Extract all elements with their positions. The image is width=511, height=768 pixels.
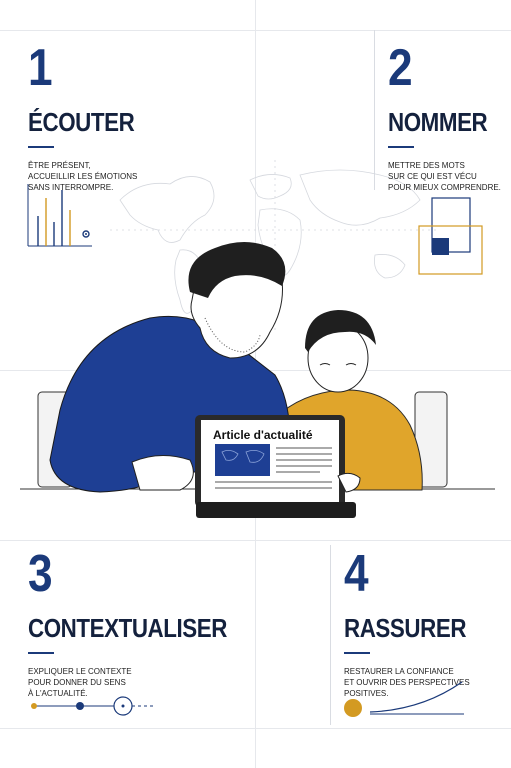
description-line: RESTAURER LA CONFIANCE (344, 667, 454, 676)
step-number: 2 (388, 39, 413, 97)
step-4 (344, 545, 486, 699)
step-number: 1 (28, 39, 53, 97)
tablet-headline: Article d'actualité (213, 428, 313, 442)
description-line: ACCUEILLIR LES ÉMOTIONS (28, 172, 138, 181)
description-line: ÊTRE PRÉSENT, (28, 161, 91, 170)
description-line: METTRE DES MOTS (388, 161, 465, 170)
step-2 (388, 39, 503, 193)
title-underline (388, 146, 414, 148)
step-title: CONTEXTUALISER (28, 613, 227, 643)
father-son-illustration (20, 240, 500, 530)
description-line: POUR MIEUX COMPRENDRE. (388, 183, 501, 192)
step-1 (28, 39, 152, 193)
title-underline (28, 146, 54, 148)
step-title: ÉCOUTER (28, 107, 135, 137)
description-line: POSITIVES. (344, 689, 389, 698)
description-line: SANS INTERROMPRE. (28, 183, 114, 192)
title-underline (28, 652, 54, 654)
growth-curve-icon (342, 678, 468, 720)
step-description (388, 160, 503, 193)
step-3 (28, 545, 259, 699)
description-line: POUR DONNER DU SENS (28, 678, 126, 687)
title-underline (344, 652, 370, 654)
description-line: EXPLIQUER LE CONTEXTE (28, 667, 132, 676)
description-line: À L'ACTUALITÉ. (28, 689, 88, 698)
step-title: RASSURER (344, 613, 467, 643)
timeline-icon (28, 694, 158, 718)
step-number: 3 (28, 545, 53, 603)
divider (330, 545, 331, 725)
step-title: NOMMER (388, 107, 488, 137)
description-line: SUR CE QUI EST VÉCU (388, 172, 477, 181)
description-line: ET OUVRIR DES PERSPECTIVES (344, 678, 470, 687)
step-number: 4 (344, 545, 369, 603)
